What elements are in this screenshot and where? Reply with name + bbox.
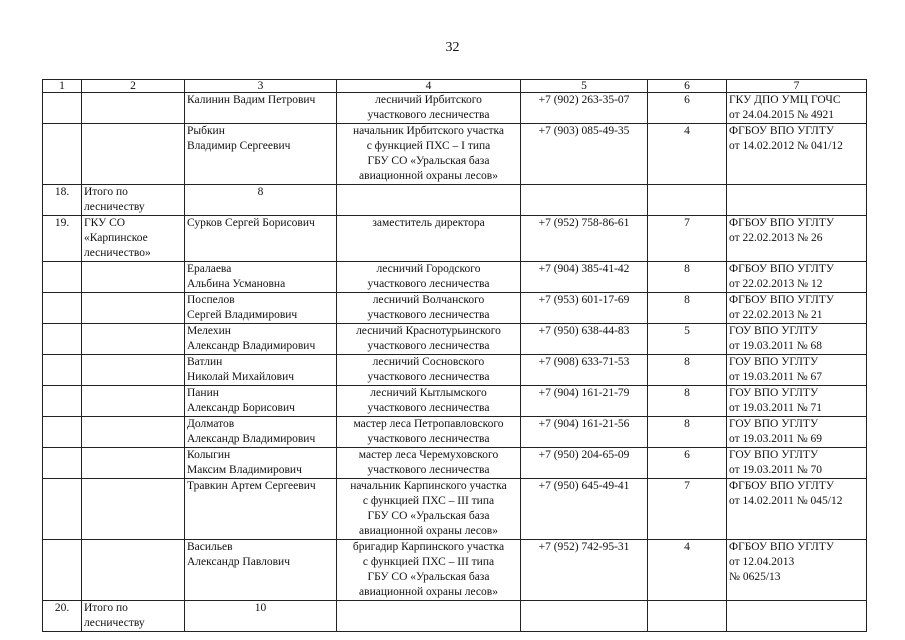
- phone: +7 (950) 204-65-09: [521, 448, 648, 479]
- person-name: [185, 417, 337, 448]
- education-line: от 24.04.2015 № 4921: [729, 109, 834, 121]
- phone: +7 (904) 385-41-42: [521, 262, 648, 293]
- person-name-line: Альбина Усмановна: [187, 278, 286, 290]
- person-name: [185, 540, 337, 601]
- education-line: ФГБОУ ВПО УГЛТУ: [729, 263, 834, 275]
- forestry-name: [82, 293, 185, 324]
- empty-cell: [337, 601, 521, 632]
- position-line: с функцией ПХС – III типа: [362, 556, 495, 568]
- empty-cell: [337, 185, 521, 216]
- position-line: лесничий Сосновского: [372, 356, 485, 368]
- education: [727, 124, 867, 185]
- education: [727, 479, 867, 540]
- education: [727, 386, 867, 417]
- position-line: участкового лесничества: [367, 433, 490, 445]
- position-line: участкового лесничества: [367, 340, 490, 352]
- education-line: ФГБОУ ВПО УГЛТУ: [729, 480, 834, 492]
- phone: +7 (950) 645-49-41: [521, 479, 648, 540]
- experience: 6: [648, 93, 727, 124]
- phone: +7 (952) 758-86-61: [521, 216, 648, 262]
- page-number: 32: [445, 40, 460, 55]
- empty-cell: [521, 185, 648, 216]
- position-line: лесничий Ирбитского: [375, 94, 482, 106]
- column-number-row: [43, 80, 867, 93]
- education-line: № 0625/13: [729, 571, 781, 583]
- staff-table: [42, 79, 867, 632]
- experience: 8: [648, 355, 727, 386]
- empty-cell: [727, 185, 867, 216]
- row-number: [43, 124, 82, 185]
- position: [337, 540, 521, 601]
- forestry-name-line: лесничество»: [84, 247, 151, 259]
- education-line: от 22.02.2013 № 12: [729, 278, 823, 290]
- education-line: ГОУ ВПО УГЛТУ: [729, 418, 819, 430]
- phone: +7 (904) 161-21-56: [521, 417, 648, 448]
- education-line: ФГБОУ ВПО УГЛТУ: [729, 541, 834, 553]
- position: [337, 216, 521, 262]
- empty-cell: [648, 185, 727, 216]
- experience: 7: [648, 216, 727, 262]
- education-line: ФГБОУ ВПО УГЛТУ: [729, 294, 834, 306]
- phone: +7 (902) 263-35-07: [521, 93, 648, 124]
- experience: 8: [648, 293, 727, 324]
- education-line: ГОУ ВПО УГЛТУ: [729, 449, 819, 461]
- phone: +7 (908) 633-71-53: [521, 355, 648, 386]
- table-row: [43, 293, 867, 324]
- position: [337, 324, 521, 355]
- forestry-name: [82, 262, 185, 293]
- row-number: [43, 448, 82, 479]
- position: [337, 293, 521, 324]
- position-line: лесничий Кытлымского: [370, 387, 487, 399]
- person-name-line: Травкин Артем Сергеевич: [187, 480, 316, 492]
- row-number: [43, 324, 82, 355]
- position-line: участкового лесничества: [367, 464, 490, 476]
- forestry-name: [82, 93, 185, 124]
- education-line: ГОУ ВПО УГЛТУ: [729, 325, 819, 337]
- person-name-line: Владимир Сергеевич: [187, 140, 291, 152]
- education: [727, 355, 867, 386]
- table-row: [43, 216, 867, 262]
- position-line: участкового лесничества: [367, 109, 490, 121]
- education-line: от 22.02.2013 № 21: [729, 309, 823, 321]
- education: [727, 216, 867, 262]
- total-row: [43, 185, 867, 216]
- forestry-name: [82, 417, 185, 448]
- position-line: начальник Ирбитского участка: [353, 125, 504, 137]
- education-line: от 19.03.2011 № 68: [729, 340, 823, 352]
- phone: +7 (950) 638-44-83: [521, 324, 648, 355]
- person-name-line: Александр Борисович: [187, 402, 295, 414]
- position-line: с функцией ПХС – III типа: [362, 495, 495, 507]
- person-name-line: Ватлин: [187, 356, 223, 368]
- position-line: заместитель директора: [372, 217, 485, 229]
- person-name: [185, 93, 337, 124]
- position: [337, 386, 521, 417]
- education-line: от 19.03.2011 № 69: [729, 433, 823, 445]
- forestry-name: [82, 448, 185, 479]
- forestry-name-line: Итого по: [84, 186, 128, 198]
- row-number: [43, 479, 82, 540]
- position-line: бригадир Карпинского участка: [352, 541, 505, 553]
- row-number: 20.: [43, 601, 82, 632]
- position: [337, 93, 521, 124]
- position: [337, 124, 521, 185]
- position: [337, 417, 521, 448]
- person-name: [185, 324, 337, 355]
- position-line: авиационной охраны лесов»: [359, 586, 498, 598]
- forestry-name: [82, 540, 185, 601]
- forestry-name-line: лесничеству: [84, 201, 145, 213]
- person-name-line: Александр Павлович: [187, 556, 290, 568]
- position-line: ГБУ СО «Уральская база: [367, 155, 490, 167]
- position-line: мастер леса Петропавловского: [353, 418, 504, 430]
- person-name: [185, 216, 337, 262]
- person-name-line: Сергей Владимирович: [187, 309, 298, 321]
- position-line: с функцией ПХС – I типа: [366, 140, 491, 152]
- education-line: ГКУ ДПО УМЦ ГОЧС: [729, 94, 841, 106]
- position-line: участкового лесничества: [367, 371, 490, 383]
- column-number: 4: [337, 80, 521, 93]
- row-number: [43, 386, 82, 417]
- person-name-line: Максим Владимирович: [187, 464, 302, 476]
- column-number: 5: [521, 80, 648, 93]
- person-name-line: Николай Михайлович: [187, 371, 295, 383]
- table-row: [43, 417, 867, 448]
- table-row: [43, 262, 867, 293]
- education: [727, 540, 867, 601]
- empty-cell: [521, 601, 648, 632]
- position-line: начальник Карпинского участка: [350, 480, 507, 492]
- column-number: 3: [185, 80, 337, 93]
- person-name-line: Александр Владимирович: [187, 433, 316, 445]
- table-row: [43, 124, 867, 185]
- position-line: лесничий Городского: [376, 263, 481, 275]
- row-number: [43, 540, 82, 601]
- position-line: ГБУ СО «Уральская база: [367, 571, 490, 583]
- row-number: [43, 262, 82, 293]
- person-name: [185, 124, 337, 185]
- row-number: [43, 417, 82, 448]
- person-name-line: Мелехин: [187, 325, 231, 337]
- person-name-line: Васильев: [187, 541, 233, 553]
- experience: 7: [648, 479, 727, 540]
- position: [337, 355, 521, 386]
- forestry-name: [82, 601, 185, 632]
- person-name: [185, 293, 337, 324]
- total-row: [43, 601, 867, 632]
- forestry-name: [82, 185, 185, 216]
- person-name-line: Поспелов: [187, 294, 235, 306]
- forestry-name: [82, 479, 185, 540]
- position-line: авиационной охраны лесов»: [359, 525, 498, 537]
- row-number: [43, 355, 82, 386]
- column-number: 1: [43, 80, 82, 93]
- position-line: ГБУ СО «Уральская база: [367, 510, 490, 522]
- table-row: [43, 479, 867, 540]
- forestry-name: [82, 386, 185, 417]
- column-number: 6: [648, 80, 727, 93]
- education-line: от 12.04.2013: [729, 556, 795, 568]
- experience: 4: [648, 540, 727, 601]
- table-row: [43, 386, 867, 417]
- forestry-name: [82, 355, 185, 386]
- experience: 8: [648, 386, 727, 417]
- phone: +7 (903) 085-49-35: [521, 124, 648, 185]
- table-row: [43, 324, 867, 355]
- position-line: лесничий Краснотурьинского: [356, 325, 501, 337]
- forestry-name: [82, 124, 185, 185]
- position-line: участкового лесничества: [367, 402, 490, 414]
- person-name-line: Колыгин: [187, 449, 231, 461]
- education-line: от 19.03.2011 № 67: [729, 371, 823, 383]
- person-name: [185, 448, 337, 479]
- education-line: ГОУ ВПО УГЛТУ: [729, 387, 819, 399]
- forestry-name-line: ГКУ СО: [84, 217, 126, 229]
- phone: +7 (952) 742-95-31: [521, 540, 648, 601]
- education-line: от 14.02.2012 № 041/12: [729, 140, 843, 152]
- experience: 5: [648, 324, 727, 355]
- position-line: участкового лесничества: [367, 278, 490, 290]
- person-name-line: Калинин Вадим Петрович: [187, 94, 316, 106]
- forestry-name-line: Итого по: [84, 602, 128, 614]
- column-number: 2: [82, 80, 185, 93]
- phone: +7 (904) 161-21-79: [521, 386, 648, 417]
- empty-cell: [648, 601, 727, 632]
- education: [727, 293, 867, 324]
- person-name-line: Панин: [187, 387, 219, 399]
- forestry-name: [82, 216, 185, 262]
- education: [727, 324, 867, 355]
- total-count: 8: [185, 185, 337, 216]
- empty-cell: [727, 601, 867, 632]
- row-number: [43, 93, 82, 124]
- phone: +7 (953) 601-17-69: [521, 293, 648, 324]
- person-name-line: Долматов: [187, 418, 235, 430]
- forestry-name-line: «Карпинское: [84, 232, 148, 244]
- experience: 8: [648, 417, 727, 448]
- experience: 8: [648, 262, 727, 293]
- table-row: [43, 448, 867, 479]
- row-number: [43, 293, 82, 324]
- education: [727, 417, 867, 448]
- person-name: [185, 355, 337, 386]
- column-number: 7: [727, 80, 867, 93]
- table-row: [43, 355, 867, 386]
- person-name: [185, 262, 337, 293]
- person-name-line: Ералаева: [187, 263, 232, 275]
- position: [337, 448, 521, 479]
- education: [727, 262, 867, 293]
- position: [337, 479, 521, 540]
- forestry-name-line: лесничеству: [84, 617, 145, 629]
- education-line: ФГБОУ ВПО УГЛТУ: [729, 217, 834, 229]
- position-line: авиационной охраны лесов»: [359, 170, 498, 182]
- total-count: 10: [185, 601, 337, 632]
- education: [727, 448, 867, 479]
- row-number: 19.: [43, 216, 82, 262]
- education-line: ФГБОУ ВПО УГЛТУ: [729, 125, 834, 137]
- education-line: от 19.03.2011 № 70: [729, 464, 823, 476]
- person-name: [185, 479, 337, 540]
- forestry-name: [82, 324, 185, 355]
- table-row: [43, 540, 867, 601]
- person-name-line: Александр Владимирович: [187, 340, 316, 352]
- education-line: ГОУ ВПО УГЛТУ: [729, 356, 819, 368]
- experience: 6: [648, 448, 727, 479]
- position-line: лесничий Волчанского: [372, 294, 485, 306]
- education-line: от 22.02.2013 № 26: [729, 232, 823, 244]
- experience: 4: [648, 124, 727, 185]
- position: [337, 262, 521, 293]
- person-name: [185, 386, 337, 417]
- position-line: мастер леса Черемуховского: [358, 449, 499, 461]
- position-line: участкового лесничества: [367, 309, 490, 321]
- education-line: от 14.02.2011 № 045/12: [729, 495, 843, 507]
- education-line: от 19.03.2011 № 71: [729, 402, 823, 414]
- table-row: [43, 93, 867, 124]
- education: [727, 93, 867, 124]
- row-number: 18.: [43, 185, 82, 216]
- person-name-line: Рыбкин: [187, 125, 225, 137]
- person-name-line: Сурков Сергей Борисович: [187, 217, 315, 229]
